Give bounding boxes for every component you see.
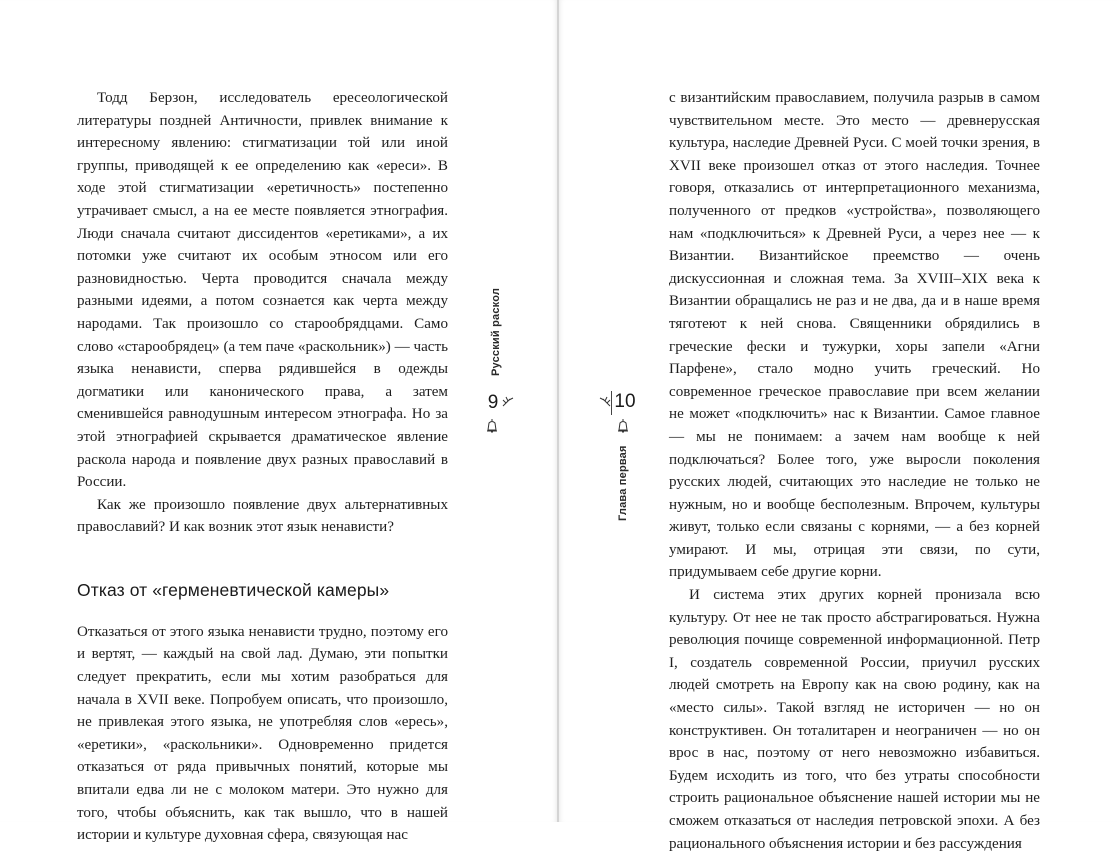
- body-paragraph: Отказаться от этого языка ненависти трудно, поэтому его и вертят, — каждый на свой лад. Думаю, эти попытки следует прекратить, если мы хотим разобраться для начала в XVII веке. Попробуем описать, что произошло, не привлекая этого языка, не употребляя слов «ересь», «еретики», «раскольники». Одновременно придется отказаться от ряда привычных понятий, которые мы впитали едва ли не с молоком матери. Это нужно для того, чтобы объяснить, как так вышло, что в нашей истории и культуре духовная сфера, связующая нас: [77, 623, 448, 844]
- book-gutter: [557, 0, 559, 822]
- sprig-ornament-icon: [501, 394, 515, 408]
- section-heading: Отказ от «герменевтической камеры»: [77, 579, 390, 600]
- sprig-ornament-icon: [598, 394, 612, 408]
- body-paragraph: Тодд Берзон, исследователь ересеологической литературы поздней Античности, привлек внимание к интересному явлению: стигматизации той или иной группы, приводящей к ее определению как «ереси». В ходе этой стигматизации «еретичность» постепенно утрачивает смысл, а на ее месте появляется этнография. Люди сначала считают диссидентов «еретиками», а их потомки уже считают их особым этносом или его разновидностью. Черта проводится сначала между разными идеями, а потом сознается как черта между народами. Так произошло со старообрядцами. Само слово «старообрядец» (а тем паче «раскольник») — часть языка ненависти, сперва рядившейся в одежды догматики или канонического права, а затем сменившейся равнодушным интересом этнографа. Но за этой этнографией скрывается драматическое явление раскола народа и появление двух разных православий в России.: [77, 90, 448, 491]
- body-paragraph: Как же произошло появление двух альтернативных православий? И как возник этот язык ненависти?: [77, 496, 448, 536]
- body-paragraph: И система этих других корней пронизала всю культуру. От нее не так просто абстрагироваться. Нужна революция почище современной информационной. Петр I, создатель современной России, приучил русских людей смотреть на Европу как на свою родину, как на «место силы». Такой взгляд не историчен — но он конструктивен. Он тоталитарен и неограничен — но он врос в нас, поэтому от него невозможно избавиться. Будем исходить из того, что без утраты способности строить рациональное объяснение нашей истории мы не сможем отказаться от наследия петровской эпохи. А без рационального объяснения истории и без рассуждения: [669, 587, 1040, 852]
- running-head-left: Русский раскол: [490, 287, 502, 376]
- page-number-left: 9: [487, 392, 499, 413]
- left-text-column: [77, 87, 448, 847]
- running-head-right: Глава первая: [617, 445, 629, 521]
- page-number-right: 10: [611, 391, 637, 415]
- bell-ornament-icon: [617, 418, 629, 434]
- bell-ornament-icon: [486, 418, 498, 434]
- right-text-column: [669, 87, 1040, 855]
- body-paragraph: с византийским православием, получила разрыв в самом чувствительном месте. Это место — древнерусская культура, наследие Древней Руси. С моей точки зрения, в XVII веке произошел отказ от этого наследия. Точнее говоря, отказались от интерпретационного механизма, полученного от предков «устройства», позволяющего нам «подключиться» к Древней Руси, а через нее — к Византии. Византийское преемство — очень дискуссионная и сложная тема. За XVIII–XIX века к Византии обращались не раз и не два, да и в наше время тяготеют к ней снова. Священники обрядились в греческие фески и тужурки, хоры запели «Агни Парфене», стало модно учить греческий. Но современное греческое православие при всем желании не может «подключить» нас к Византии. Самое главное — мы не понимаем: а зачем нам вообще к ней подключаться? Более того, уже выросли поколения русских людей, считающих это наследие не только не нужным, но и вообще бесполезным. Впрочем, культуры живут, только если связаны с корнями, — а без корней умирают. И мы, отрицая эти связи, по сути, придумываем себе другие корни.: [669, 90, 1040, 581]
